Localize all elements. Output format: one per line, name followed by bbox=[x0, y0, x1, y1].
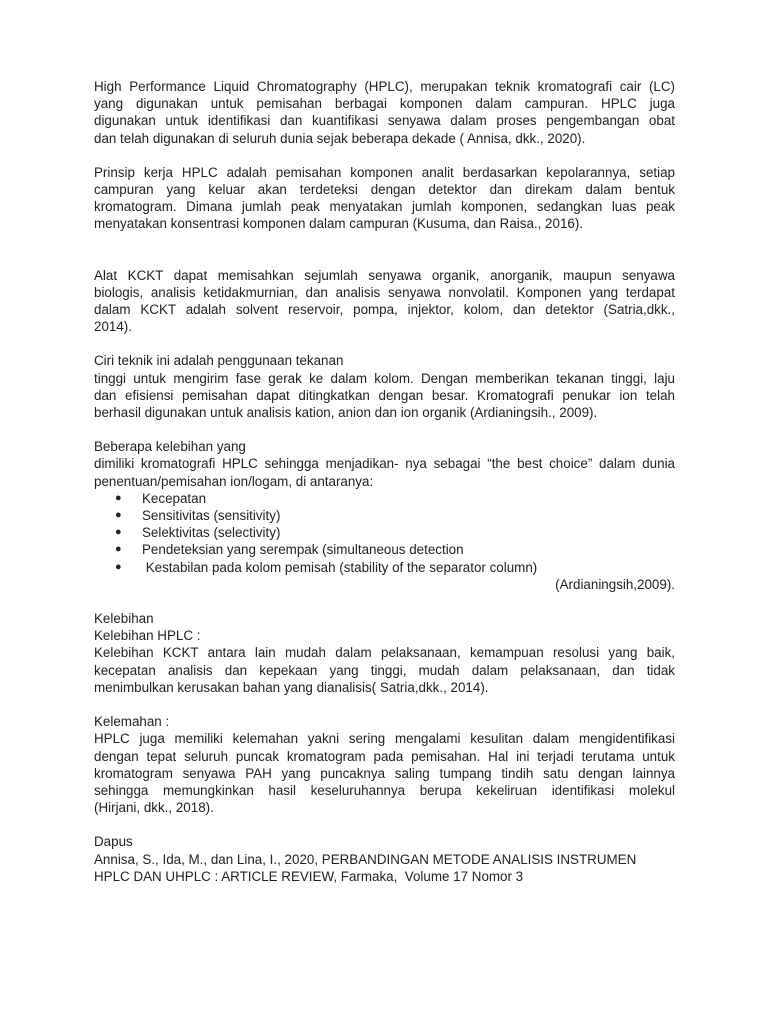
list-item-text: Kestabilan pada kolom pemisah (stability of the separator column) bbox=[142, 559, 538, 575]
paragraph-technique-characteristics bbox=[94, 352, 675, 421]
text-line: Kelebihan KCKT antara lain mudah dalam pelaksanaan, kemampuan resolusi yang baik, bbox=[94, 645, 675, 661]
text-line: Alat KCKT dapat memisahkan sejumlah senyawa organik, anorganik, maupun senyawa bbox=[94, 267, 675, 283]
list-item-text: Kecepatan bbox=[142, 490, 207, 506]
text-line: dalam KCKT adalah solvent reservoir, pompa, injektor, kolom, dan detektor (Satria,dkk., bbox=[94, 302, 675, 318]
advantages-list bbox=[94, 490, 675, 576]
bullet-icon: ● bbox=[115, 526, 122, 539]
section-heading-dapus: Dapus bbox=[94, 834, 133, 850]
section-heading-kelemahan: Kelemahan : bbox=[94, 714, 170, 730]
text-line: 2014). bbox=[94, 319, 132, 335]
paragraph-advantages-intro bbox=[94, 438, 675, 490]
text-line: dan efisiensi pemisahan dapat ditingkatkan dengan besar. Kromatografi penukar ion telah bbox=[94, 387, 675, 403]
list-item bbox=[94, 507, 675, 524]
paragraph-advantages bbox=[94, 644, 675, 696]
bullet-icon: ● bbox=[115, 509, 122, 522]
text-line: digunakan untuk identifikasi dan kuantifikasi senyawa dalam proses pengembangan obat bbox=[94, 113, 675, 129]
text-line: biologis, analisis ketidakmurnian, dan analisis senyawa nonvolatil. Komponen yang terdapat bbox=[94, 284, 675, 300]
text-line: High Performance Liquid Chromatography (HPLC), merupakan teknik kromatografi cair (LC) bbox=[94, 79, 675, 94]
bullet-icon: ● bbox=[115, 491, 122, 504]
text-line: Ciri teknik ini adalah penggunaan tekanan bbox=[94, 353, 344, 369]
section-heading-kelebihan: Kelebihan bbox=[94, 611, 154, 627]
section-subheading-kelebihan-hplc: Kelebihan HPLC : bbox=[94, 628, 201, 644]
bullets-citation: (Ardianingsih,2009). bbox=[555, 576, 675, 592]
list-item-text: Sensitivitas (sensitivity) bbox=[142, 508, 281, 524]
text-line: yang digunakan untuk pemisahan berbagai komponen dalam campuran. HPLC juga bbox=[94, 96, 675, 112]
text-line: Annisa, S., Ida, M., dan Lina, I., 2020, PERBANDINGAN METODE ANALISIS INSTRUMEN bbox=[94, 851, 637, 867]
text-line: Prinsip kerja HPLC adalah pemisahan komponen analit berdasarkan kepolarannya, setiap bbox=[94, 164, 675, 180]
text-line: Beberapa kelebihan yang bbox=[94, 439, 246, 455]
text-line: menyatakan konsentrasi komponen dalam campuran (Kusuma, dan Raisa., 2016). bbox=[94, 216, 584, 232]
paragraph-hplc-principle bbox=[94, 164, 675, 233]
list-item bbox=[94, 490, 675, 507]
text-line: kromatogram. Dimana jumlah peak menyatakan jumlah komponen, sedangkan luas peak bbox=[94, 199, 675, 215]
text-line: dimiliki kromatografi HPLC sehingga menjadikan- nya sebagai “the best choice” dalam dunia bbox=[94, 456, 675, 472]
text-line: dengan tepat seluruh puncak kromatogram pada pemisahan. Hal ini terjadi terutama untuk bbox=[94, 748, 675, 764]
paragraph-disadvantages bbox=[94, 730, 675, 816]
text-line: HPLC DAN UHPLC : ARTICLE REVIEW, Farmaka, Volume 17 Nomor 3 bbox=[94, 868, 524, 884]
list-item-text: Pendeteksian yang serempak (simultaneous detection bbox=[142, 542, 464, 558]
bullet-icon: ● bbox=[115, 560, 122, 573]
list-item-text: Selektivitas (selectivity) bbox=[142, 525, 281, 541]
text-line: tinggi untuk mengirim fase gerak ke dalam kolom. Dengan memberikan tekanan tinggi, laju bbox=[94, 370, 675, 386]
text-line: kecepatan analisis dan kepekaan yang tinggi, mudah dalam pelaksanaan, dan tidak bbox=[94, 662, 675, 678]
text-line: dan telah digunakan di seluruh dunia sejak beberapa dekade ( Annisa, dkk., 2020). bbox=[94, 130, 586, 146]
paragraph-hplc-definition bbox=[94, 78, 675, 147]
reference-entry bbox=[94, 851, 675, 885]
list-item bbox=[94, 541, 675, 558]
text-line: menimbulkan kerusakan bahan yang dianalisis( Satria,dkk., 2014). bbox=[94, 679, 489, 695]
document-page bbox=[94, 78, 675, 885]
text-line: penentuan/pemisahan ion/logam, di antaranya: bbox=[94, 473, 374, 489]
text-line: berhasil digunakan untuk analisis kation, anion dan ion organik (Ardianingsih., 2009). bbox=[94, 405, 598, 421]
bullet-icon: ● bbox=[115, 543, 122, 556]
list-item bbox=[94, 524, 675, 541]
text-line: campuran yang keluar akan terdeteksi dengan detektor dan direkam dalam bentuk bbox=[94, 182, 675, 198]
paragraph-kckt-components bbox=[94, 267, 675, 336]
text-line: kromatogram senyawa PAH yang puncaknya saling tumpang tindih satu dengan lainnya bbox=[94, 765, 675, 781]
text-line: HPLC juga memiliki kelemahan yakni sering mengalami kesulitan dalam mengidentifikasi bbox=[94, 731, 675, 747]
text-line: (Hirjani, dkk., 2018). bbox=[94, 800, 214, 816]
text-line: sehingga memungkinkan hasil keseluruhannya berupa kekeliruan identifikasi molekul bbox=[94, 782, 675, 798]
list-item bbox=[94, 559, 675, 576]
